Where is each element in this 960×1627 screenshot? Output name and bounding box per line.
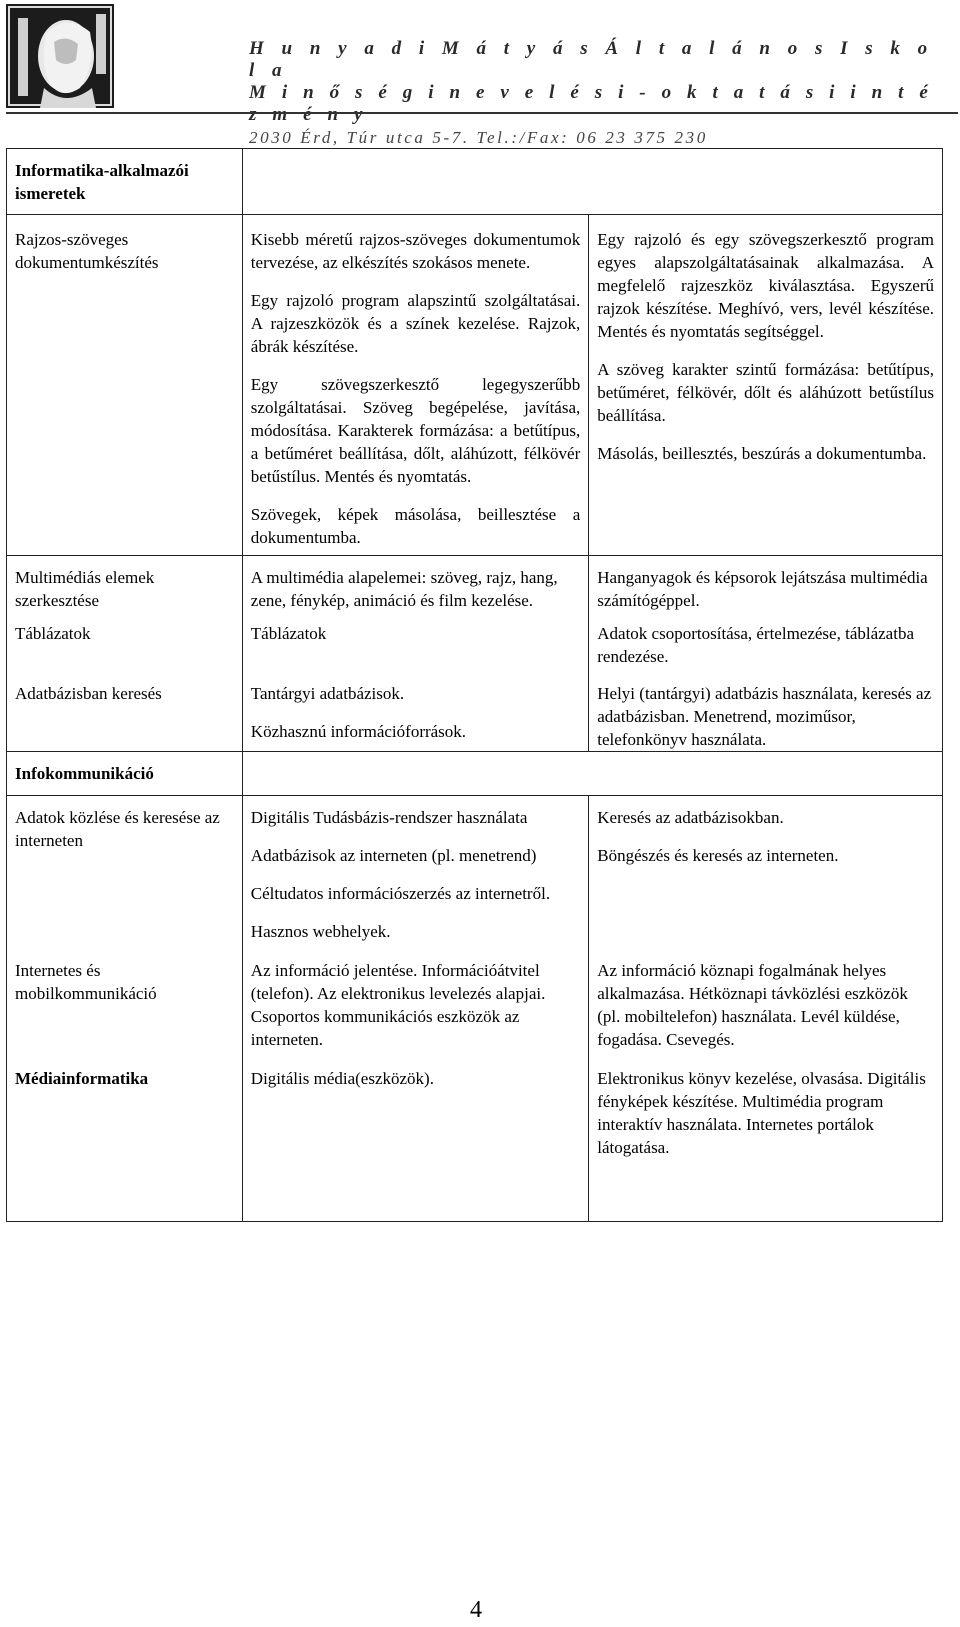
content-paragraph: Szövegek, képek másolása, beillesztése a dokumentumba. bbox=[250, 505, 581, 547]
topic-cell: Adatbázisban keresés bbox=[7, 668, 243, 752]
school-address: 2030 Érd, Túr utca 5-7. Tel.:/Fax: 06 23 375 230 bbox=[249, 128, 708, 147]
content-cell bbox=[242, 668, 588, 752]
section-title-informatika: Informatika-alkalmazói ismeretek bbox=[7, 149, 243, 215]
table-row bbox=[7, 796, 943, 950]
activity-paragraph: Böngészés és keresés az interneten. bbox=[597, 846, 839, 865]
content-paragraph: Hasznos webhelyek. bbox=[250, 922, 391, 941]
topic-cell: Adatok közlése és keresése az interneten bbox=[7, 796, 243, 950]
content-paragraph: Tantárgyi adatbázisok. bbox=[250, 684, 405, 703]
table-row bbox=[7, 949, 943, 1051]
topic-cell: Médiainformatika bbox=[7, 1051, 243, 1221]
school-seal-logo bbox=[6, 4, 114, 108]
activities-cell: Helyi (tantárgyi) adatbázis használata, keresés az adatbázisban. Menetrend, moziműsor, telefonkönyv használata. bbox=[589, 668, 943, 752]
content-paragraph: Egy rajzoló program alapszintű szolgáltatásai. A rajzeszközök és a színek kezelése. Rajzok, ábrák készítése. bbox=[250, 291, 581, 356]
content-paragraph: Egy szövegszerkesztő legegyszerűbb szolgáltatásai. Szöveg begépelése, javítása, módosítása. Karakterek formázása: a betűtípus, a betűméret beállítása, dőlt, aláhúzott, félkövér betűstílus. Mentés és nyomtatás. bbox=[250, 375, 581, 486]
content-paragraph: Kisebb méretű rajzos-szöveges dokumentumok tervezése, az elkészítés szokásos menete. bbox=[250, 230, 581, 272]
section-blank-cell bbox=[242, 752, 942, 796]
section-row bbox=[7, 149, 943, 215]
topic-cell: Táblázatok bbox=[7, 612, 243, 668]
activities-cell: Az információ köznapi fogalmának helyes alkalmazása. Hétköznapi távközlési eszközök (pl. mobiltelefon) használata. Levél küldése, fogadása. Csevegés. bbox=[589, 949, 943, 1051]
section-row bbox=[7, 752, 943, 796]
content-cell bbox=[242, 215, 588, 556]
topic-text: Rajzos-szöveges dokumentumkészítés bbox=[15, 230, 159, 272]
content-cell bbox=[242, 796, 588, 950]
table-row bbox=[7, 215, 943, 556]
content-cell: Az információ jelentése. Információátvitel (telefon). Az elektronikus levelezés alapjai. Csoportos kommunikációs eszközök az interneten. bbox=[242, 949, 588, 1051]
page-header bbox=[0, 0, 960, 147]
table-row bbox=[7, 1051, 943, 1221]
curriculum-table bbox=[6, 148, 943, 1222]
content-paragraph: Közhasznú információforrások. bbox=[250, 722, 467, 741]
activity-paragraph: Egy rajzoló és egy szövegszerkesztő program egyes alapszolgáltatásainak alkalmazása. A megfelelő rajzeszköz kiválasztása. Egyszerű rajzok készítése. Meghívó, vers, levél készítése. Mentés és nyomtatás segítséggel. bbox=[597, 230, 934, 341]
content-cell: Táblázatok bbox=[242, 612, 588, 668]
content-paragraph: Digitális Tudásbázis-rendszer használata bbox=[250, 808, 528, 827]
topic-cell bbox=[7, 215, 243, 556]
school-info bbox=[249, 38, 949, 150]
topic-cell: Internetes és mobilkommunikáció bbox=[7, 949, 243, 1051]
activity-paragraph: A szöveg karakter szintű formázása: betűtípus, betűméret, félkövér, dőlt és aláhúzott betűstílus beállítása. bbox=[597, 360, 934, 425]
activities-cell bbox=[589, 215, 943, 556]
section-title-infokommunikacio: Infokommunikáció bbox=[7, 752, 243, 796]
activity-paragraph: Keresés az adatbázisokban. bbox=[597, 808, 784, 827]
activities-cell: Hanganyagok és képsorok lejátszása multimédia számítógéppel. bbox=[589, 556, 943, 613]
content-cell: A multimédia alapelemei: szöveg, rajz, hang, zene, fénykép, animáció és film kezelése. bbox=[242, 556, 588, 613]
activities-cell bbox=[589, 796, 943, 950]
table-row bbox=[7, 668, 943, 752]
content-paragraph: Céltudatos információszerzés az internetről. bbox=[250, 884, 551, 903]
topic-cell: Multimédiás elemek szerkesztése bbox=[7, 556, 243, 613]
page-number: 4 bbox=[470, 1597, 482, 1623]
table-row bbox=[7, 612, 943, 668]
activity-paragraph: Másolás, beillesztés, beszúrás a dokumentumba. bbox=[597, 444, 927, 463]
content-cell: Digitális média(eszközök). bbox=[242, 1051, 588, 1221]
school-subtitle: M i n ő s é g i n e v e l é s i - o k t a t á s i i n t é z m é n y bbox=[249, 82, 934, 125]
school-name: H u n y a d i M á t y á s Á l t a l á n o s I s k o l a bbox=[249, 38, 934, 81]
table-row bbox=[7, 556, 943, 613]
section-blank-cell bbox=[242, 149, 942, 215]
activities-cell: Adatok csoportosítása, értelmezése, táblázatba rendezése. bbox=[589, 612, 943, 668]
header-divider bbox=[6, 112, 958, 114]
activities-cell: Elektronikus könyv kezelése, olvasása. Digitális fényképek készítése. Multimédia program interaktív használata. Internetes portálok látogatása. bbox=[589, 1051, 943, 1221]
content-paragraph: Adatbázisok az interneten (pl. menetrend) bbox=[250, 846, 537, 865]
